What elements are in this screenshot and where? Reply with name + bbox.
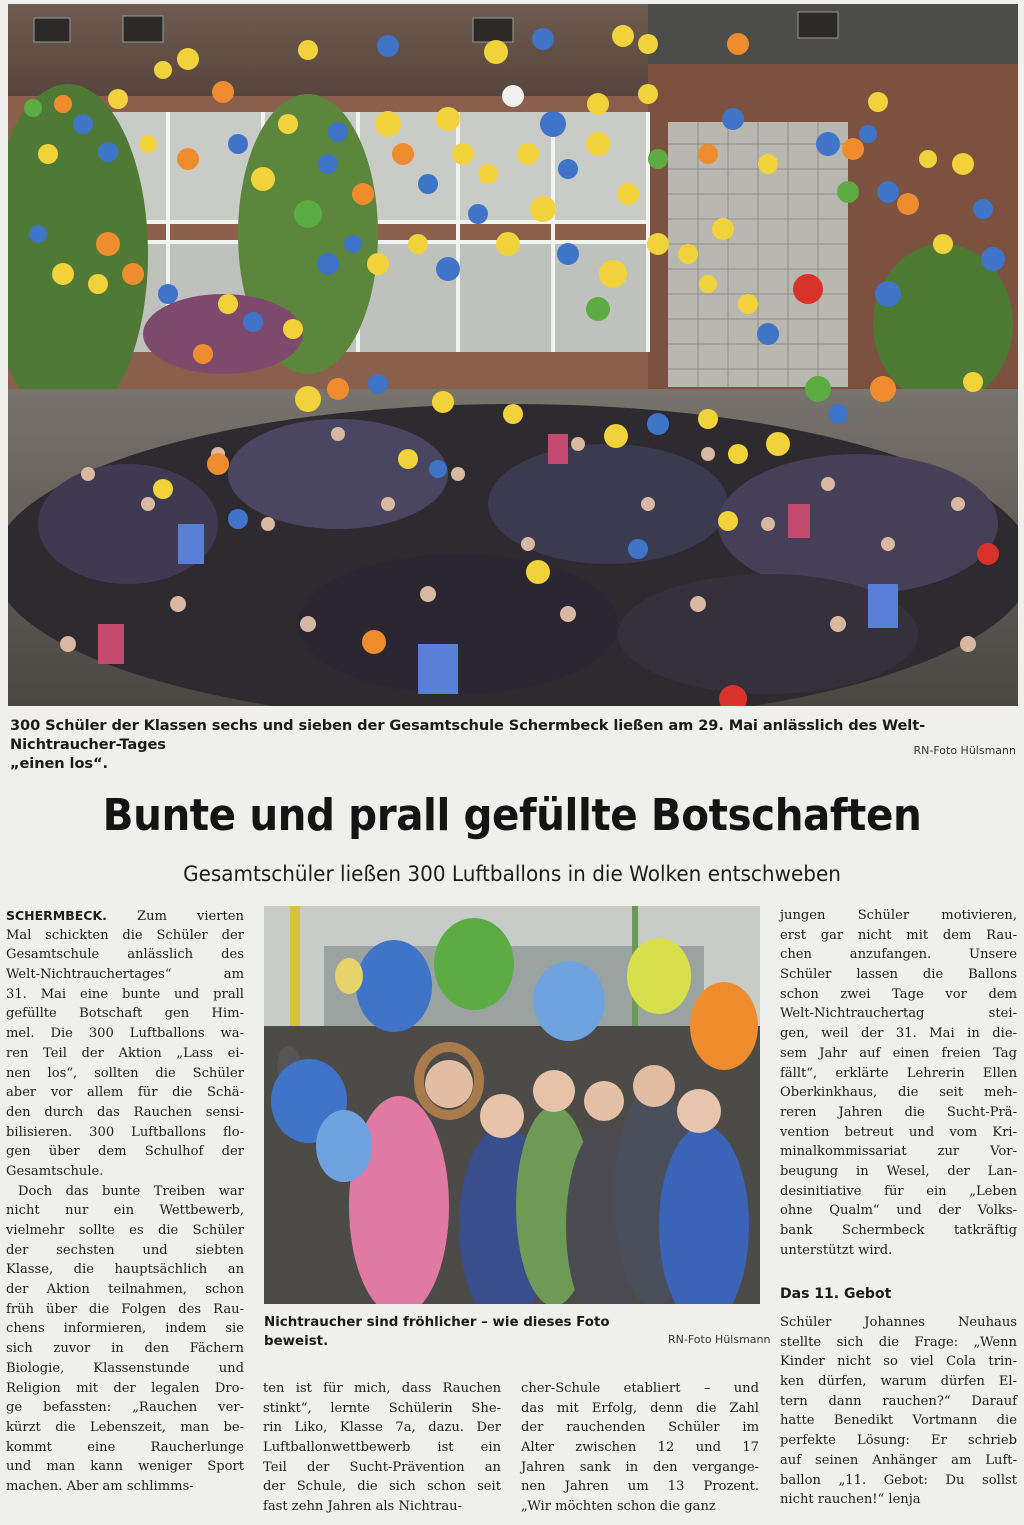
- col4b-line-4: tern dann rauchen?“ Darauf: [780, 1393, 1017, 1409]
- col3-line-1: das mit Erfolg, denn die Zahl: [521, 1400, 759, 1416]
- col4-line-0: jungen Schüler motivieren,: [780, 908, 1017, 923]
- col1-line-25: ge befassten: „Rauchen ver-: [6, 1400, 244, 1416]
- article-headline: Bunte und prall gefüllte Botschaften: [102, 790, 922, 841]
- col2-line-2: rin Liko, Klasse 7a, dazu. Der: [263, 1420, 501, 1436]
- article-column-4-continued: [780, 1313, 1017, 1510]
- col1-line-27: kommt eine Raucherlunge: [6, 1439, 244, 1455]
- col1-line-20: früh über die Folgen des Rau-: [6, 1301, 244, 1317]
- col2-line-4: Teil der Sucht-Prävention an: [263, 1459, 501, 1475]
- col1-line-19: der Aktion teilnahmen, schon: [6, 1282, 244, 1298]
- col3-line-4: Jahren sank in den vergange-: [521, 1459, 759, 1475]
- col1-line-1: Mal schickten die Schüler der: [6, 927, 244, 943]
- col1-line-13: Gesamtschule.: [6, 1163, 104, 1179]
- col1-line-8: nen los“, sollten die Schüler: [6, 1065, 244, 1081]
- col3-line-0: cher-Schule etabliert – und: [521, 1381, 759, 1396]
- article-dateline: SCHERMBECK.: [6, 908, 107, 923]
- inline-photo-caption: Nichtraucher sind fröhlicher – wie dieses Foto beweist.: [264, 1315, 610, 1349]
- col4-line-4: schon zwei Tage vor dem: [780, 986, 1017, 1002]
- col1-line-9: aber vor allem für die Schä-: [6, 1085, 244, 1101]
- col1-line-29: machen. Aber am schlimms-: [6, 1478, 194, 1494]
- col1-line-3: Welt-Nichtrauchertages“ am: [6, 967, 244, 983]
- col1-line-12: gen über dem Schulhof der: [6, 1144, 244, 1160]
- column-line: [6, 906, 244, 926]
- col4-line-16: bank Schermbeck tatkräftig: [780, 1223, 1017, 1238]
- article-column-4: [780, 906, 1017, 1260]
- col1-line-26: kürzt die Lebenszeit, man be-: [6, 1419, 244, 1435]
- col4-line-6: gen, weil der 31. Mai in die-: [780, 1026, 1017, 1042]
- col2-line-0: ten ist für mich, dass Rauchen: [263, 1381, 501, 1396]
- col1-line-22: sich zuvor in den Fächern: [6, 1341, 244, 1357]
- col1-line-17: der sechsten und siebten: [6, 1242, 244, 1258]
- col4b-line-2: Kinder nicht so viel Cola trin-: [780, 1354, 1017, 1370]
- col4b-line-3: ken dürfen, warum dürfen El-: [780, 1374, 1017, 1390]
- col4-line-13: beugung in Wesel, der Lan-: [780, 1163, 1017, 1179]
- balloon-release-illustration: [8, 4, 1018, 706]
- col4-line-15: ohne Qualm“ und der Volks-: [780, 1203, 1017, 1219]
- col1-line-7: ren Teil der Aktion „Lass ei-: [6, 1045, 244, 1061]
- article-column-2: [263, 1379, 501, 1517]
- col4-line-8: fällt“, erklärte Lehrerin Ellen: [780, 1065, 1017, 1081]
- col1-line-14: Doch das bunte Treiben war: [18, 1183, 244, 1199]
- col1-line-18: Klasse, die hauptsächlich an: [6, 1262, 244, 1278]
- column-1-line-0: Zum vierten: [136, 909, 244, 924]
- col4-line-7: sem Jahr auf einen freien Tag: [780, 1045, 1017, 1061]
- students-balloons-photo: [264, 906, 760, 1304]
- inline-photo-credit: RN-Foto Hülsmann: [668, 1333, 771, 1346]
- col4-line-10: reren Jahren die Sucht-Prä-: [780, 1104, 1017, 1120]
- col4-line-9: Oberkinkhaus, die seit meh-: [780, 1085, 1017, 1101]
- col4-line-1: erst gar nicht mit dem Rau-: [780, 927, 1017, 943]
- students-balloons-illustration: [264, 906, 760, 1304]
- col4b-line-6: perfekte Lösung: Er schrieb: [780, 1433, 1017, 1449]
- col3-line-2: der rauchenden Schüler im: [521, 1420, 759, 1436]
- col1-line-21: chens informieren, indem sie: [6, 1321, 244, 1337]
- balloon-release-photo: [8, 4, 1018, 706]
- col4-line-2: chen anzufangen. Unsere: [780, 947, 1017, 963]
- col4b-line-7: auf seinen Anhänger am Luft-: [780, 1452, 1017, 1468]
- col2-line-6: fast zehn Jahren als Nichtrau-: [263, 1499, 463, 1515]
- col3-line-3: Alter zwischen 12 und 17: [521, 1440, 759, 1456]
- col4-line-5: Welt-Nichtrauchertag stei-: [780, 1006, 1017, 1022]
- col3-line-6: „Wir möchten schon die ganz: [521, 1499, 716, 1515]
- top-photo-caption-line2: „einen los“.: [10, 755, 108, 772]
- article-column-3: [521, 1379, 759, 1517]
- top-photo-caption-line1: 300 Schüler der Klassen sechs und sieben der Gesamtschule Schermbeck ließen am 29. Mai anlässlich des Welt-Nichtraucher-Tages: [10, 717, 926, 753]
- col3-line-5: nen Jahren um 13 Prozent.: [521, 1479, 759, 1495]
- col4b-line-5: hatte Benedikt Vortmann die: [780, 1413, 1017, 1429]
- col1-line-6: mel. Die 300 Luftballons wa-: [6, 1026, 244, 1042]
- col4-line-11: vention betreut und vom Kri-: [780, 1124, 1017, 1140]
- col2-line-3: Luftballonwettbewerb ist ein: [263, 1440, 501, 1456]
- col1-line-5: gefüllte Botschaft gen Him-: [6, 1006, 244, 1022]
- col4-line-12: minalkommissariat zur Vor-: [780, 1144, 1017, 1160]
- col1-line-24: Religion mit der legalen Dro-: [6, 1380, 244, 1396]
- col4-line-14: desinitiative für ein „Leben: [780, 1183, 1017, 1199]
- article-column-1: [6, 906, 244, 1497]
- col1-line-2: Gesamtschule anlässlich des: [6, 947, 244, 963]
- col1-line-4: 31. Mai eine bunte und prall: [6, 986, 244, 1002]
- col1-line-28: und man kann weniger Sport: [6, 1459, 244, 1475]
- col4b-line-0: Schüler Johannes Neuhaus: [780, 1315, 1017, 1330]
- col4b-line-8: ballon „11. Gebot: Du sollst: [780, 1472, 1017, 1488]
- top-photo-caption: [10, 716, 1015, 773]
- col1-line-10: den durch das Rauchen sensi-: [6, 1104, 244, 1120]
- section-subheading: Das 11. Gebot: [780, 1286, 892, 1302]
- col4b-line-1: stellte sich die Frage: „Wenn: [780, 1334, 1017, 1350]
- col1-line-16: vielmehr sollte es die Schüler: [6, 1223, 244, 1238]
- article-subheadline: Gesamtschüler ließen 300 Luftballons in die Wolken entschweben: [183, 862, 841, 887]
- col4-line-17: unterstützt wird.: [780, 1242, 893, 1258]
- top-photo-credit: RN-Foto Hülsmann: [913, 744, 1016, 757]
- col2-line-1: stinkt“, lernte Schülerin She-: [263, 1400, 501, 1416]
- col4-line-3: Schüler lassen die Ballons: [780, 967, 1017, 983]
- col1-line-23: Biologie, Klassenstunde und: [6, 1360, 244, 1376]
- col1-line-15: nicht nur ein Wettbewerb,: [6, 1203, 244, 1219]
- col2-line-5: der Schule, die sich schon seit: [263, 1479, 501, 1495]
- col4b-line-9: nicht rauchen!“ lenja: [780, 1492, 921, 1508]
- col1-line-11: bilisieren. 300 Luftballons flo-: [6, 1124, 244, 1140]
